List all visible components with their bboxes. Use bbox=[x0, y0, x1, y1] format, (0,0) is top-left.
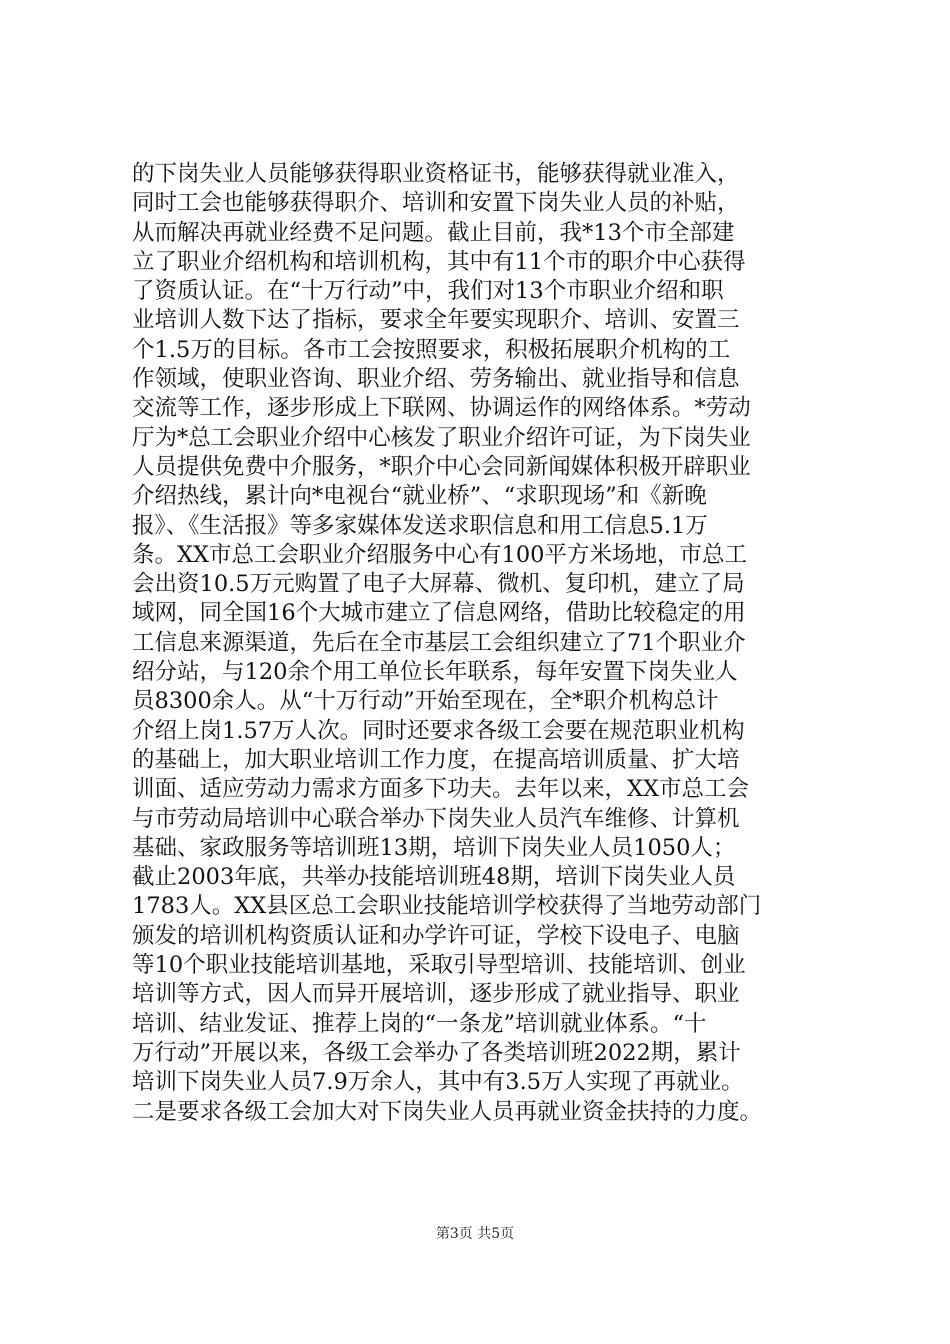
text-line: 工信息来源渠道，先后在全市基层工会组织建立了71个职业介 bbox=[132, 629, 746, 656]
text-line: 基础、家政服务等培训班13期，培训下岗失业人员1050人； bbox=[132, 834, 736, 861]
body-text bbox=[132, 160, 832, 1127]
text-line: 条。XX市总工会职业介绍服务中心有100平方米场地，市总工 bbox=[132, 541, 747, 568]
text-line: 培训下岗失业人员7.9万余人，其中有3.5万人实现了再就业。 bbox=[132, 1069, 744, 1096]
text-line: 的基础上，加大职业培训工作力度，在提高培训质量、扩大培 bbox=[132, 746, 740, 773]
text-line: 员8300余人。从“十万行动”开始至现在，全*职介机构总计 bbox=[132, 688, 719, 715]
text-line: 从而解决再就业经费不足问题。截止目前，我*13个市全部建 bbox=[132, 219, 735, 246]
text-line: 域网，同全国16个大城市建立了信息网络，借助比较稳定的用 bbox=[132, 600, 746, 627]
text-line: 等10个职业技能培训基地，采取引导型培训、技能培训、创业 bbox=[132, 952, 746, 979]
text-line: 介绍热线，累计向*电视台“就业桥”、“求职现场”和《新晚 bbox=[132, 483, 707, 510]
text-line: 报》、《生活报》等多家媒体发送求职信息和用工信息5.1万 bbox=[132, 512, 708, 539]
text-line: 作领域，使职业咨询、职业介绍、劳务输出、就业指导和信息 bbox=[132, 366, 740, 393]
page-number-footer: 第3页 共5页 bbox=[435, 1226, 515, 1242]
text-line: 交流等工作，逐步形成上下联网、协调运作的网络体系。*劳动 bbox=[132, 395, 751, 422]
text-line: 业培训人数下达了指标，要求全年要实现职介、培训、安置三 bbox=[132, 307, 740, 334]
text-line: 人员提供免费中介服务，*职介中心会同新闻媒体积极开辟职业 bbox=[132, 453, 751, 480]
text-line: 截止2003年底，共举办技能培训班48期，培训下岗失业人员 bbox=[132, 864, 736, 891]
text-line: 厅为*总工会职业介绍中心核发了职业介绍许可证，为下岗失业 bbox=[132, 424, 751, 451]
text-line: 二是要求各级工会加大对下岗失业人员再就业资金扶持的力度。 bbox=[132, 1098, 763, 1125]
text-line: 1783人。XX县区总工会职业技能培训学校获得了当地劳动部门 bbox=[132, 893, 762, 920]
text-line: 会出资10.5万元购置了电子大屏幕、微机、复印机，建立了局 bbox=[132, 571, 745, 598]
text-line: 培训、结业发证、推荐上岗的“一条龙”培训就业体系。“十 bbox=[132, 1010, 707, 1037]
text-line: 个1.5万的目标。各市工会按照要求，积极拓展职介机构的工 bbox=[132, 336, 731, 363]
text-line: 绍分站，与120余个用工单位长年联系，每年安置下岗失业人 bbox=[132, 659, 738, 686]
text-line: 万行动”开展以来，各级工会举办了各类培训班2022期，累计 bbox=[132, 1039, 741, 1066]
text-line: 介绍上岗1.57万人次。同时还要求各级工会要在规范职业机构 bbox=[132, 717, 745, 744]
text-line: 颁发的培训机构资质认证和办学许可证，学校下设电子、电脑 bbox=[132, 922, 740, 949]
text-line: 培训等方式，因人而异开展培训，逐步形成了就业指导、职业 bbox=[132, 981, 740, 1008]
text-line: 了资质认证。在“十万行动”中，我们对13个市职业介绍和职 bbox=[132, 278, 724, 305]
text-line: 训面、适应劳动力需求方面多下功夫。去年以来，XX市总工会 bbox=[132, 776, 750, 803]
text-line: 的下岗失业人员能够获得职业资格证书，能够获得就业准入， bbox=[132, 161, 740, 187]
text-line: 立了职业介绍机构和培训机构，其中有11个市的职介中心获得 bbox=[132, 248, 746, 275]
text-line: 同时工会也能够获得职介、培训和安置下岗失业人员的补贴， bbox=[132, 190, 740, 217]
text-line: 与市劳动局培训中心联合举办下岗失业人员汽车维修、计算机 bbox=[132, 805, 740, 832]
